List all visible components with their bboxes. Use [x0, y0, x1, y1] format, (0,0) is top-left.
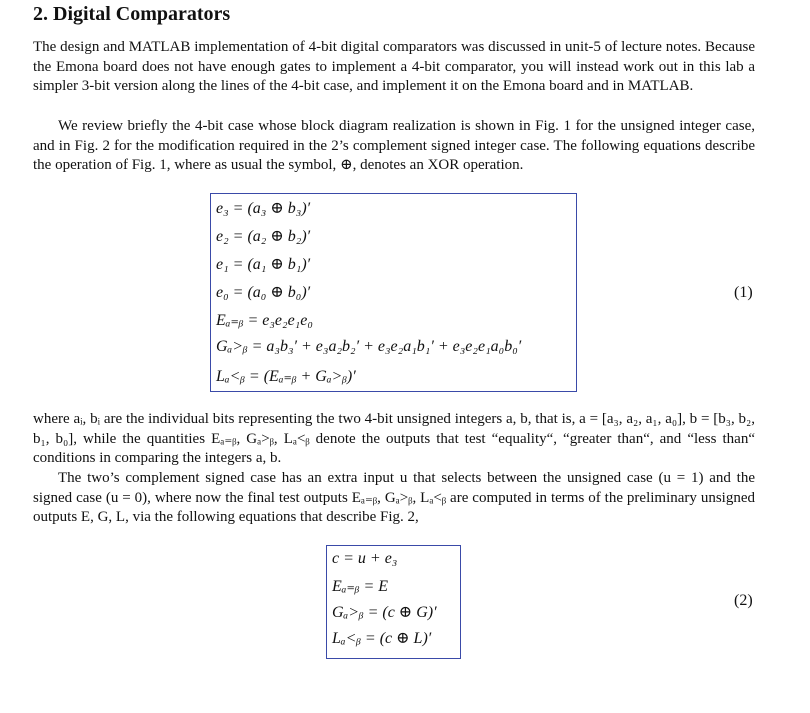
definitions-paragraph: where aᵢ, bᵢ are the individual bits representing the two 4-bit unsigned integers a, b, that is, a = [a₃, a₂, a₁, a₀], b = [b₃, b₂, b₁, b₀], while the quantities Eₐ₌ᵦ, Gₐ>ᵦ, Lₐ<ᵦ denote the outputs that test “equality“, “greater than“, and “less than“ conditions in comparing the integers a, b. — [33, 411, 755, 466]
equation-line: Gₐ>ᵦ = a₃b₃′ + e₃a₂b₂′ + e₃e₂a₁b₁′ + e₃e₂e₁a₀b₀′ — [216, 338, 522, 355]
equation-line: Gₐ>ᵦ = (c ⊕ G)′ — [332, 604, 437, 621]
equation-box-1 — [210, 193, 577, 392]
equation-line: Lₐ<ᵦ = (c ⊕ L)′ — [332, 630, 432, 647]
equation-line: Lₐ<ᵦ = (Eₐ₌ᵦ + Gₐ>ᵦ)′ — [216, 368, 356, 385]
equation-line: e₃ = (a₃ ⊕ b₃)′ — [216, 200, 311, 217]
equation-line: e₁ = (a₁ ⊕ b₁)′ — [216, 256, 311, 273]
equation-line: Eₐ₌ᵦ = E — [332, 578, 389, 595]
equation-line: e₂ = (a₂ ⊕ b₂)′ — [216, 228, 311, 245]
intro-paragraph: The design and MATLAB implementation of 4-bit digital comparators was discussed in unit-5 of lecture notes. Because the Emona board does not have enough gates to implement a 4-bit comparator, you will instead work out in this lab a simpler 3-bit version along the lines of the 4-bit case, and implement it on the Emona board and in MATLAB. — [33, 39, 755, 94]
equation-box-2 — [326, 545, 461, 659]
equation-line: e₀ = (a₀ ⊕ b₀)′ — [216, 284, 311, 301]
equation-number-1: (1) — [734, 284, 753, 301]
equation-number-2: (2) — [734, 592, 753, 609]
equation-line: c = u + e₃ — [332, 550, 398, 567]
equation-line: Eₐ₌ᵦ = e₃e₂e₁e₀ — [216, 312, 313, 329]
signed-case-paragraph: The two’s complement signed case has an extra input u that selects between the unsigned case (u = 1) and the signed case (u = 0), where now the final test outputs Eₐ₌ᵦ, Gₐ>ᵦ, Lₐ<ᵦ are computed in terms of the preliminary unsigned outputs E, G, L, via the following equations that describe Fig. 2, — [33, 470, 755, 525]
review-paragraph: We review briefly the 4-bit case whose block diagram realization is shown in Fig. 1 for the unsigned integer case, and in Fig. 2 for the modification required in the 2’s complement signed integer case. The following equations describe the operation of Fig. 1, where as usual the symbol, ⊕, denotes an XOR operation. — [33, 118, 755, 173]
section-heading: 2. Digital Comparators — [33, 3, 231, 25]
